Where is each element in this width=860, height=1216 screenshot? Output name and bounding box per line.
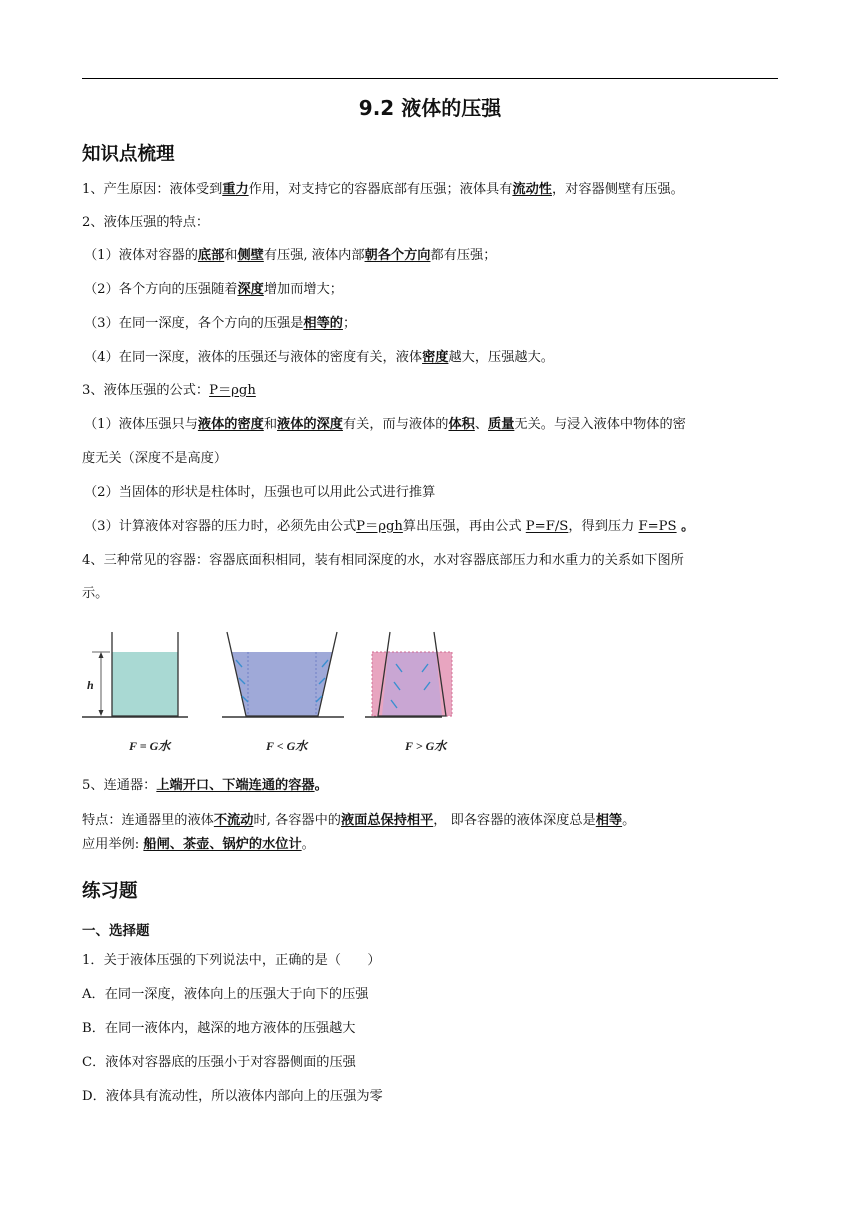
point-1: 1、产生原因：液体受到重力作用，对支持它的容器底部有压强；液体具有流动性，对容器侧壁有压强。 [82, 182, 684, 197]
point-3: 3、液体压强的公式：P＝ρgh [82, 383, 256, 398]
point-2-1: （1）液体对容器的底部和侧壁有压强, 液体内部朝各个方向都有压强； [84, 248, 497, 263]
point-2: 2、液体压强的特点： [82, 215, 210, 230]
point-3-1-cont: 度无关（深度不是高度） [82, 451, 228, 466]
container-wide-top [222, 632, 344, 717]
header-rule [82, 78, 778, 79]
question-1-option-a: A．在同一深度，液体向上的压强大于向下的压强 [82, 987, 369, 1002]
container-straight [82, 632, 188, 717]
h-arrow-up [99, 652, 104, 658]
point-3-3: （3）计算液体对容器的压力时，必须先由公式P＝ρgh算出压强，再由公式 P=F/S，得到压力 F=PS 。 [84, 519, 695, 534]
question-1-option-d: D．液体具有流动性，所以液体内部向上的压强为零 [82, 1089, 383, 1104]
question-1-stem: 1．关于液体压强的下列说法中，正确的是（ ） [82, 953, 381, 968]
point-2-3: （3）在同一深度，各个方向的压强是相等的； [84, 316, 357, 331]
point-4-line1: 4、三种常见的容器：容器底面积相同，装有相同深度的水，水对容器底部压力和水重力的关系如下图所 [82, 553, 684, 568]
point-4-line2: 示。 [82, 586, 109, 601]
point-5-features: 特点：连通器里的液体不流动时, 各容器中的液面总保持相平， 即各容器的液体深度总是相等。 [82, 813, 636, 828]
point-5: 5、连通器：上端开口、下端连通的容器。 [82, 778, 328, 793]
point-3-1: （1）液体压强只与液体的密度和液体的深度有关，而与液体的体积、质量无关。与浸入液体中物体的密 [84, 417, 686, 432]
point-2-2: （2）各个方向的压强随着深度增加而增大； [84, 282, 343, 297]
section-heading-exercises: 练习题 [82, 881, 138, 902]
caption-wide-top: F < G水 [266, 739, 308, 753]
subsection-choice: 一、选择题 [82, 923, 150, 939]
question-1-option-b: B．在同一液体内，越深的地方液体的压强越大 [82, 1021, 356, 1036]
page-title: 9.2 液体的压强 [358, 96, 502, 120]
section-heading-knowledge: 知识点梳理 [82, 144, 175, 165]
container-narrow-top [365, 632, 452, 717]
container-figure [82, 622, 447, 762]
point-2-4: （4）在同一深度，液体的压强还与液体的密度有关，液体密度越大，压强越大。 [84, 350, 554, 365]
water-straight [112, 652, 178, 716]
h-label: h [87, 678, 94, 692]
h-arrow-down [99, 710, 104, 716]
question-1-option-c: C．液体对容器底的压强小于对容器侧面的压强 [82, 1055, 356, 1070]
water-wide-top [232, 652, 332, 716]
caption-narrow-top: F > G水 [405, 739, 447, 753]
point-3-2: （2）当固体的形状是柱体时，压强也可以用此公式进行推算 [84, 485, 436, 500]
water-narrow-top [382, 652, 442, 716]
caption-straight: F = G水 [129, 739, 171, 753]
point-5-examples: 应用举例: 船闸、茶壶、锅炉的水位计。 [82, 837, 315, 852]
